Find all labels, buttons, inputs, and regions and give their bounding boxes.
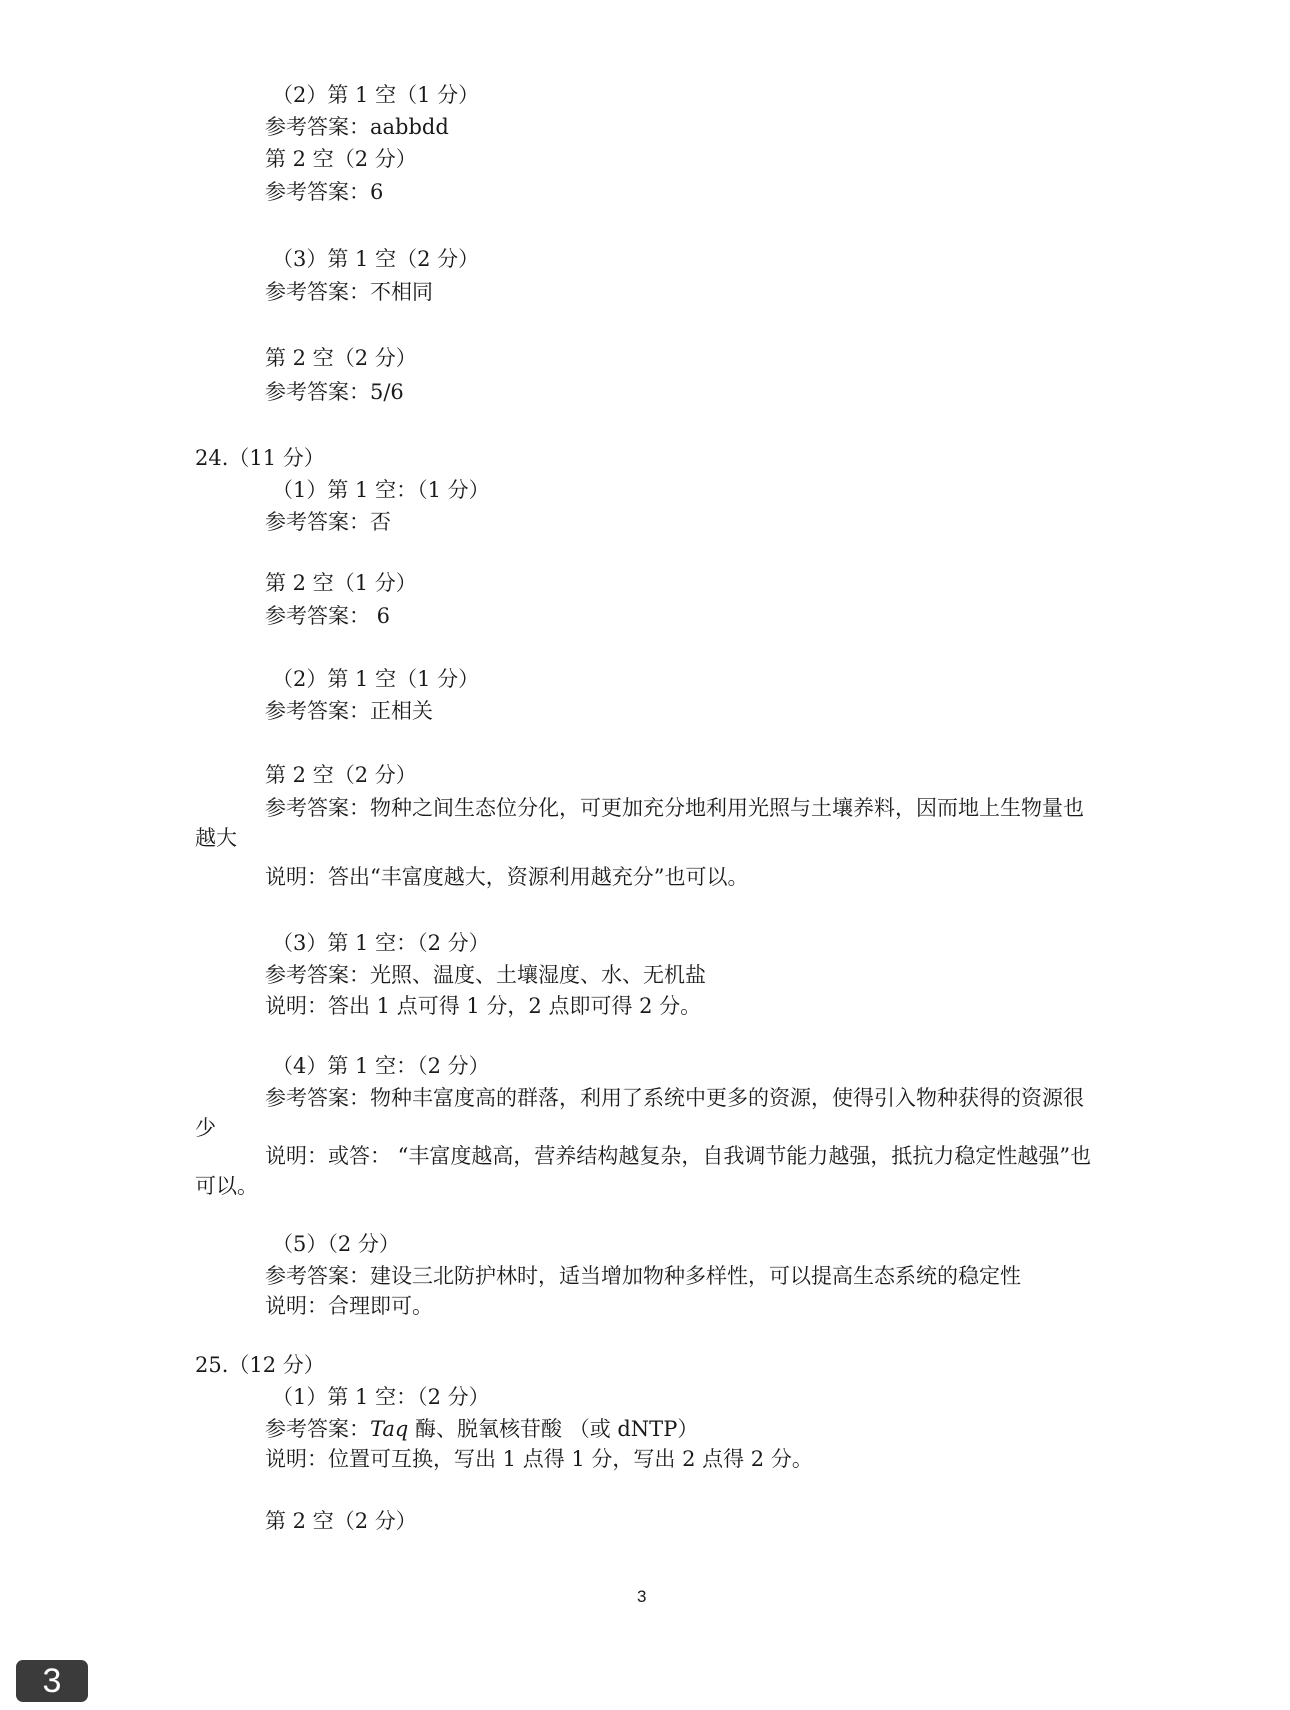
q24-part3-blank1-answer: 参考答案：光照、温度、土壤湿度、水、无机盐: [265, 963, 706, 987]
taq-term: Taq: [370, 1417, 409, 1441]
q24-part5-answer: 参考答案：建设三北防护林时，适当增加物种多样性，可以提高生态系统的稳定性: [265, 1264, 1021, 1288]
q24-part1-blank2-answer: 参考答案： 6: [265, 604, 391, 628]
q25-part1-blank1-answer: [265, 1414, 698, 1444]
q23-part3-blank2-heading: 第 2 空（2 分）: [265, 346, 417, 370]
answer-prefix: 参考答案：: [265, 1417, 370, 1441]
q24-part2-blank2-heading: 第 2 空（2 分）: [265, 763, 417, 787]
q24-part2-blank2-note: 说明：答出“丰富度越大，资源利用越充分”也可以。: [265, 865, 749, 889]
q23-part3-blank1-answer: 参考答案：不相同: [265, 280, 433, 304]
q24-part2-blank1-answer: 参考答案：正相关: [265, 699, 433, 723]
q23-part3-blank2-answer: 参考答案：5/6: [265, 380, 404, 404]
q25-part1-blank1-heading: （1）第 1 空：（2 分）: [272, 1385, 490, 1409]
q24-heading: 24.（11 分）: [195, 446, 325, 470]
q24-part3-blank1-note: 说明：答出 1 点可得 1 分，2 点即可得 2 分。: [265, 994, 702, 1018]
page-number: 3: [637, 1587, 647, 1606]
q23-part2-blank1-heading: （2）第 1 空（1 分）: [272, 83, 480, 107]
q24-part5-note: 说明：合理即可。: [265, 1294, 433, 1318]
q24-part5-heading: （5）（2 分）: [272, 1232, 400, 1256]
q25-heading: 25.（12 分）: [195, 1353, 325, 1377]
page-indicator-badge[interactable]: 3: [16, 1660, 88, 1702]
q24-part2-blank1-heading: （2）第 1 空（1 分）: [272, 667, 480, 691]
q24-part4-blank1-note: 说明：或答： “丰富度越高，营养结构越复杂，自我调节能力越强，抵抗力稳定性越强”也可以。: [195, 1144, 1092, 1199]
q24-part4-blank1-heading: （4）第 1 空：（2 分）: [272, 1054, 490, 1078]
q23-part3-blank1-heading: （3）第 1 空（2 分）: [272, 247, 480, 271]
q23-part2-blank2-heading: 第 2 空（2 分）: [265, 147, 417, 171]
q24-part1-blank2-heading: 第 2 空（1 分）: [265, 571, 417, 595]
q23-part2-blank1-answer: 参考答案：aabbdd: [265, 115, 449, 139]
q24-part1-blank1-heading: （1）第 1 空：（1 分）: [272, 478, 490, 502]
q25-part1-blank1-note: 说明：位置可互换，写出 1 点得 1 分，写出 2 点得 2 分。: [265, 1447, 813, 1471]
q24-part1-blank1-answer: 参考答案：否: [265, 510, 391, 534]
q23-part2-blank2-answer: 参考答案：6: [265, 180, 384, 204]
q24-part2-blank2-answer: 参考答案：物种之间生态位分化，可更加充分地利用光照与土壤养料，因而地上生物量也越大: [195, 796, 1084, 851]
q24-part4-blank1-answer: 参考答案：物种丰富度高的群落，利用了系统中更多的资源，使得引入物种获得的资源很少: [195, 1086, 1084, 1141]
q25-part1-blank2-heading: 第 2 空（2 分）: [265, 1509, 417, 1533]
q24-part3-blank1-heading: （3）第 1 空：（2 分）: [272, 931, 490, 955]
answer-rest: 酶、脱氧核苷酸 （或 dNTP）: [408, 1417, 699, 1441]
